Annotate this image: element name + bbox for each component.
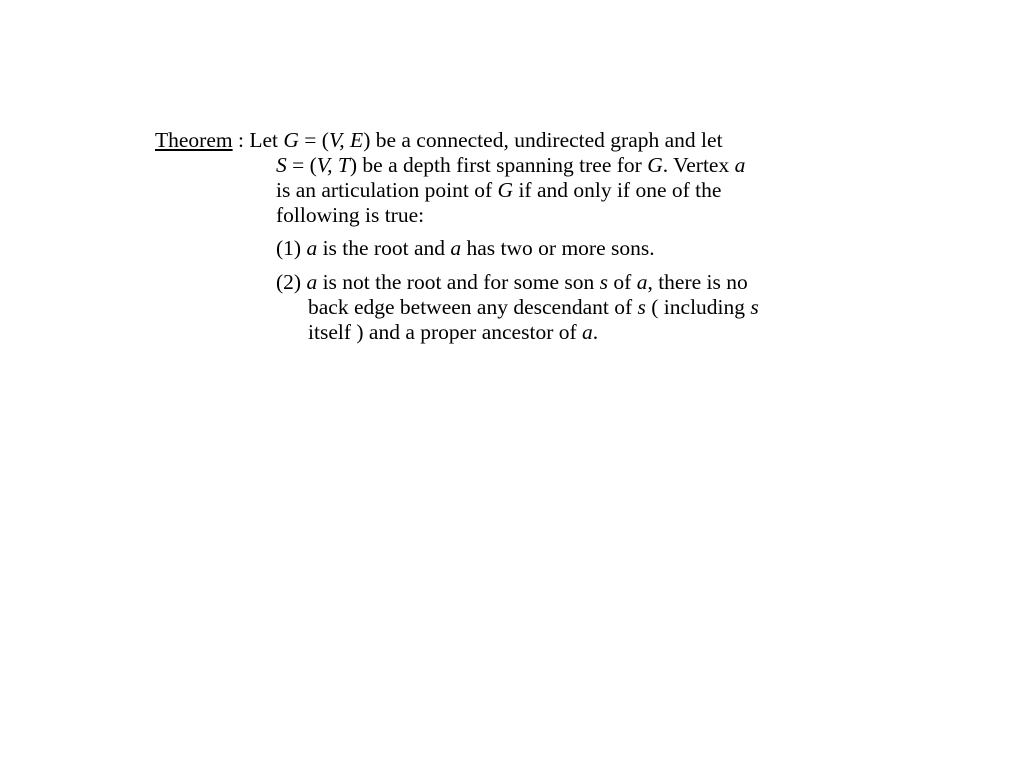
text-run: if and only if one of the: [513, 178, 722, 202]
theorem-line-4-text: [276, 203, 424, 227]
theorem-line-3: [276, 178, 721, 203]
math-symbol: a: [306, 270, 318, 294]
text-run: ( including: [645, 295, 751, 319]
text-run: , there is no: [647, 270, 748, 294]
condition-2-line-2-text: [308, 295, 759, 319]
condition-2-line-2: [308, 295, 759, 320]
text-run: = (: [298, 128, 329, 152]
math-symbol: a: [636, 270, 648, 294]
theorem-heading: Theorem: [155, 128, 233, 152]
condition-2-line-3: [308, 320, 598, 345]
math-symbol: a: [306, 236, 318, 260]
math-symbol: V, E: [328, 128, 364, 152]
condition-2-line-1-text: [276, 270, 748, 294]
text-run: back edge between any descendant of: [308, 295, 638, 319]
text-run: is an articulation point of: [276, 178, 498, 202]
math-symbol: a: [450, 236, 462, 260]
text-run: of: [608, 270, 637, 294]
condition-1: [276, 236, 655, 261]
math-symbol: s: [599, 270, 609, 294]
math-symbol: a: [734, 153, 746, 177]
math-symbol: G: [283, 128, 299, 152]
math-symbol: s: [750, 295, 759, 319]
theorem-line-2: [276, 153, 745, 178]
theorem-line-2-text: [276, 153, 745, 177]
math-symbol: G: [647, 153, 663, 177]
text-run: (1): [276, 236, 307, 260]
text-run: ) be a connected, undirected graph and let: [363, 128, 723, 152]
text-run: = (: [286, 153, 317, 177]
text-run: has two or more sons.: [461, 236, 655, 260]
text-run: is not the root and for some son: [317, 270, 600, 294]
theorem-line-1-text: [233, 128, 723, 152]
text-run: itself ) and a proper ancestor of: [308, 320, 583, 344]
math-symbol: V, T: [316, 153, 350, 177]
condition-2-line-1: [276, 270, 748, 295]
text-run: following is true:: [276, 203, 425, 227]
math-symbol: G: [497, 178, 514, 202]
math-symbol: a: [582, 320, 593, 344]
text-run: (2): [276, 270, 307, 294]
theorem-line-1: [155, 128, 723, 153]
text-run: is the root and: [317, 236, 451, 260]
text-run: ) be a depth first spanning tree for: [349, 153, 648, 177]
text-run: : Let: [232, 128, 284, 152]
condition-2-line-3-text: [308, 320, 598, 344]
condition-1-text: [276, 236, 655, 260]
math-symbol: s: [637, 295, 646, 319]
theorem-line-4: [276, 203, 424, 228]
text-run: . Vertex: [662, 153, 735, 177]
text-run: .: [592, 320, 599, 344]
math-symbol: S: [276, 153, 287, 177]
theorem-line-3-text: [276, 178, 721, 202]
